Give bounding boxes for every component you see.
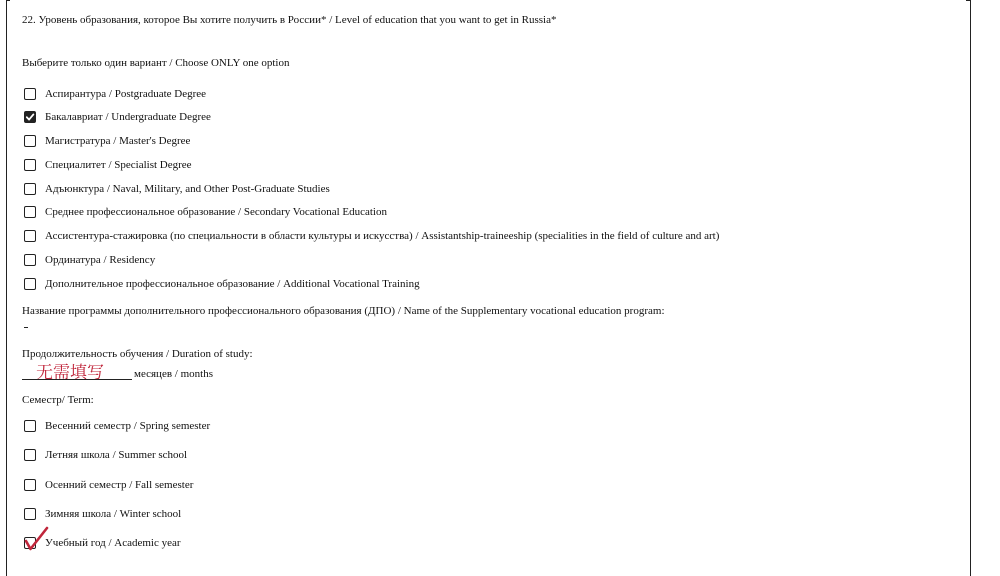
option-label: Дополнительное профессиональное образование / Additional Vocational Training [45, 278, 420, 290]
frame-top-left-corner [6, 0, 10, 1]
instruction-text: Выберите только один вариант / Choose ONLY one option [22, 57, 290, 69]
option-label: Весенний семестр / Spring semester [45, 420, 211, 432]
option-undergraduate[interactable] [24, 109, 211, 125]
checkbox-checked[interactable] [24, 537, 36, 549]
checkbox[interactable] [24, 508, 36, 520]
option-label: Магистратура / Master's Degree [45, 135, 191, 147]
option-secondary-vocational[interactable] [24, 204, 387, 220]
checkbox[interactable] [24, 183, 36, 195]
option-label: Осенний семестр / Fall semester [45, 479, 194, 491]
term-label: Семестр/ Term: [22, 394, 94, 406]
checkbox[interactable] [24, 135, 36, 147]
option-label: Зимняя школа / Winter school [45, 508, 182, 520]
option-academic-year[interactable] [24, 535, 181, 551]
option-postgraduate[interactable] [24, 86, 206, 102]
program-name-field[interactable] [24, 327, 28, 328]
option-label: Адъюнктура / Naval, Military, and Other Post-Graduate Studies [45, 183, 330, 195]
checkbox[interactable] [24, 278, 36, 290]
duration-label: Продолжительность обучения / Duration of study: [22, 348, 253, 360]
checkbox[interactable] [24, 254, 36, 266]
checkbox[interactable] [24, 420, 36, 432]
option-label: Летняя школа / Summer school [45, 449, 188, 461]
duration-field[interactable] [22, 379, 132, 380]
duration-unit: месяцев / months [134, 368, 213, 380]
option-masters[interactable] [24, 133, 190, 149]
option-label: Среднее профессиональное образование / Secondary Vocational Education [45, 206, 387, 218]
checkbox-checked[interactable] [24, 111, 36, 123]
checkbox[interactable] [24, 230, 36, 242]
option-label: Аспирантура / Postgraduate Degree [45, 88, 207, 100]
frame-left-border [6, 0, 7, 576]
option-label: Специалитет / Specialist Degree [45, 159, 192, 171]
option-summer-school[interactable] [24, 447, 187, 463]
option-residency[interactable] [24, 252, 155, 268]
question-title: 22. Уровень образования, которое Вы хотите получить в России* / Level of education that you want to get in Russia* [22, 14, 557, 26]
option-spring-semester[interactable] [24, 418, 210, 434]
check-icon [25, 112, 35, 122]
option-additional-vocational[interactable] [24, 276, 420, 292]
option-label: Учебный год / Academic year [45, 537, 181, 549]
option-specialist[interactable] [24, 157, 192, 173]
option-winter-school[interactable] [24, 506, 181, 522]
program-name-label: Название программы дополнительного профессионального образования (ДПО) / Name of the Supplementary vocational education program: [22, 305, 665, 317]
checkbox[interactable] [24, 479, 36, 491]
option-label: Ординатура / Residency [45, 254, 156, 266]
frame-right-border [970, 0, 971, 576]
checkbox[interactable] [24, 206, 36, 218]
option-label: Бакалавриат / Undergraduate Degree [45, 111, 211, 123]
duration-handwritten-value: 无需填写 [36, 363, 104, 383]
handwritten-check-icon [23, 526, 49, 552]
checkbox[interactable] [24, 159, 36, 171]
option-assistantship[interactable] [24, 228, 719, 244]
checkbox[interactable] [24, 449, 36, 461]
option-label: Ассистентура-стажировка (по специальности в области культуры и искусства) / Assistantship-traineeship (specialities in the field of culture and art) [45, 230, 720, 242]
option-fall-semester[interactable] [24, 477, 193, 493]
checkbox[interactable] [24, 88, 36, 100]
frame-top-right-corner [966, 0, 970, 1]
option-adjunct[interactable] [24, 181, 330, 197]
